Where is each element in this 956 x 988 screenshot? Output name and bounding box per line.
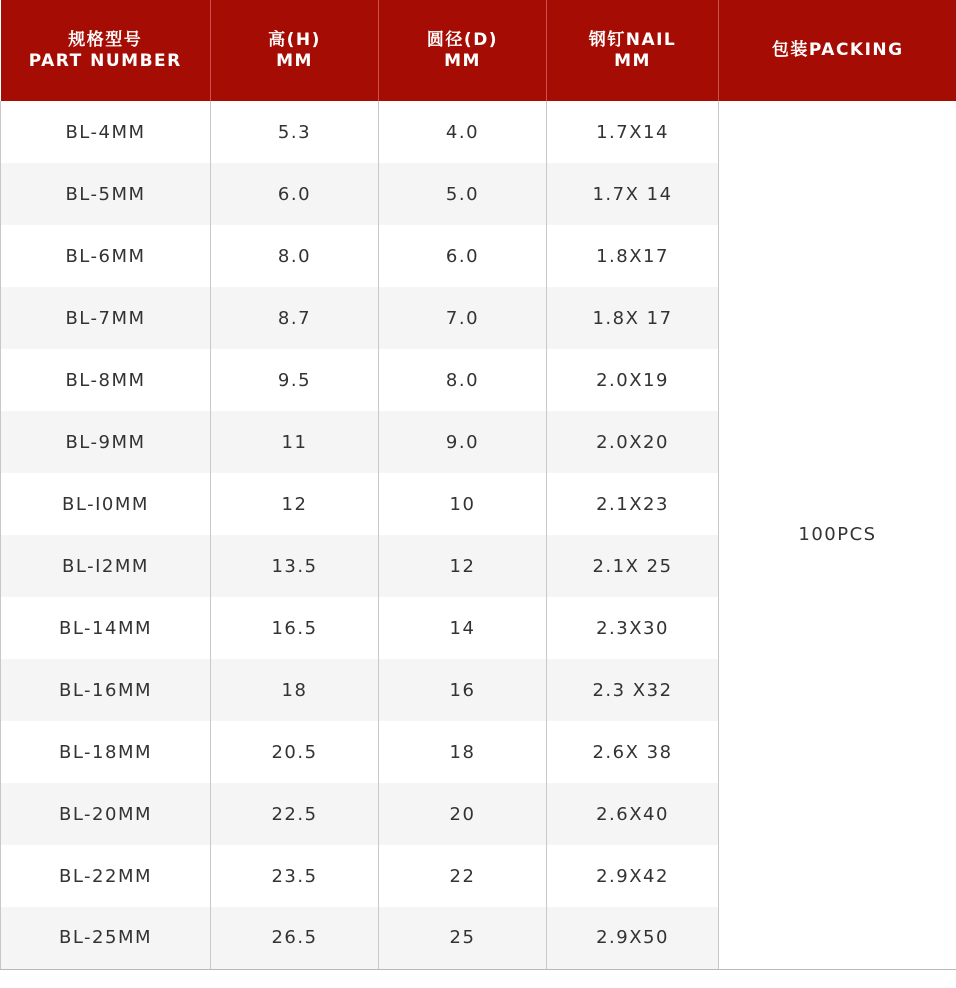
header-packing-label: 包装PACKING xyxy=(771,40,904,60)
cell-diameter: 20 xyxy=(379,783,547,845)
cell-diameter: 5.0 xyxy=(379,163,547,225)
cell-nail: 2.0X20 xyxy=(547,411,719,473)
cell-diameter: 10 xyxy=(379,473,547,535)
cell-nail: 1.7X 14 xyxy=(547,163,719,225)
header-part-number-en: PART NUMBER xyxy=(28,50,182,71)
cell-height: 5.3 xyxy=(211,101,379,163)
cell-nail: 1.7X14 xyxy=(547,101,719,163)
cell-height: 16.5 xyxy=(211,597,379,659)
header-row xyxy=(1,0,956,101)
cell-height: 20.5 xyxy=(211,721,379,783)
cell-diameter: 4.0 xyxy=(379,101,547,163)
cell-part-number: BL-4MM xyxy=(1,101,211,163)
header-packing xyxy=(719,0,956,101)
header-nail xyxy=(547,0,719,101)
cell-nail: 2.6X40 xyxy=(547,783,719,845)
header-height-unit: MM xyxy=(276,50,313,71)
cell-nail: 2.6X 38 xyxy=(547,721,719,783)
cell-height: 8.0 xyxy=(211,225,379,287)
cell-part-number: BL-I0MM xyxy=(1,473,211,535)
cell-diameter: 22 xyxy=(379,845,547,907)
cell-height: 11 xyxy=(211,411,379,473)
cell-nail: 2.9X42 xyxy=(547,845,719,907)
header-height xyxy=(211,0,379,101)
cell-packing: 100PCS xyxy=(719,101,956,969)
cell-nail: 2.0X19 xyxy=(547,349,719,411)
cell-nail: 2.3X30 xyxy=(547,597,719,659)
cell-diameter: 14 xyxy=(379,597,547,659)
cell-diameter: 7.0 xyxy=(379,287,547,349)
cell-height: 26.5 xyxy=(211,907,379,969)
cell-diameter: 9.0 xyxy=(379,411,547,473)
cell-part-number: BL-18MM xyxy=(1,721,211,783)
header-diameter xyxy=(379,0,547,101)
cell-height: 6.0 xyxy=(211,163,379,225)
header-part-number xyxy=(1,0,211,101)
cell-nail: 2.3 X32 xyxy=(547,659,719,721)
cell-height: 18 xyxy=(211,659,379,721)
cell-nail: 1.8X 17 xyxy=(547,287,719,349)
table-row xyxy=(1,101,956,163)
cell-nail: 2.1X 25 xyxy=(547,535,719,597)
cell-nail: 1.8X17 xyxy=(547,225,719,287)
cell-part-number: BL-16MM xyxy=(1,659,211,721)
cell-diameter: 6.0 xyxy=(379,225,547,287)
cell-diameter: 12 xyxy=(379,535,547,597)
cell-nail: 2.1X23 xyxy=(547,473,719,535)
cell-height: 23.5 xyxy=(211,845,379,907)
cell-part-number: BL-5MM xyxy=(1,163,211,225)
cell-diameter: 16 xyxy=(379,659,547,721)
header-nail-label: 钢钉NAIL xyxy=(588,29,677,50)
table-body xyxy=(1,101,956,969)
cell-height: 9.5 xyxy=(211,349,379,411)
cell-part-number: BL-9MM xyxy=(1,411,211,473)
header-height-label: 高(H) xyxy=(268,29,321,50)
cell-part-number: BL-14MM xyxy=(1,597,211,659)
header-diameter-label: 圆径(D) xyxy=(426,29,499,50)
cell-height: 12 xyxy=(211,473,379,535)
cell-part-number: BL-20MM xyxy=(1,783,211,845)
table-header xyxy=(1,0,956,101)
cell-diameter: 18 xyxy=(379,721,547,783)
cell-part-number: BL-8MM xyxy=(1,349,211,411)
header-nail-unit: MM xyxy=(614,50,651,71)
cell-diameter: 25 xyxy=(379,907,547,969)
header-diameter-unit: MM xyxy=(444,50,481,71)
cell-part-number: BL-I2MM xyxy=(1,535,211,597)
cell-part-number: BL-7MM xyxy=(1,287,211,349)
cell-diameter: 8.0 xyxy=(379,349,547,411)
cell-part-number: BL-22MM xyxy=(1,845,211,907)
cell-height: 22.5 xyxy=(211,783,379,845)
header-part-number-cn: 规格型号 xyxy=(68,29,143,50)
cell-height: 13.5 xyxy=(211,535,379,597)
cell-height: 8.7 xyxy=(211,287,379,349)
cell-part-number: BL-25MM xyxy=(1,907,211,969)
cell-part-number: BL-6MM xyxy=(1,225,211,287)
cell-nail: 2.9X50 xyxy=(547,907,719,969)
